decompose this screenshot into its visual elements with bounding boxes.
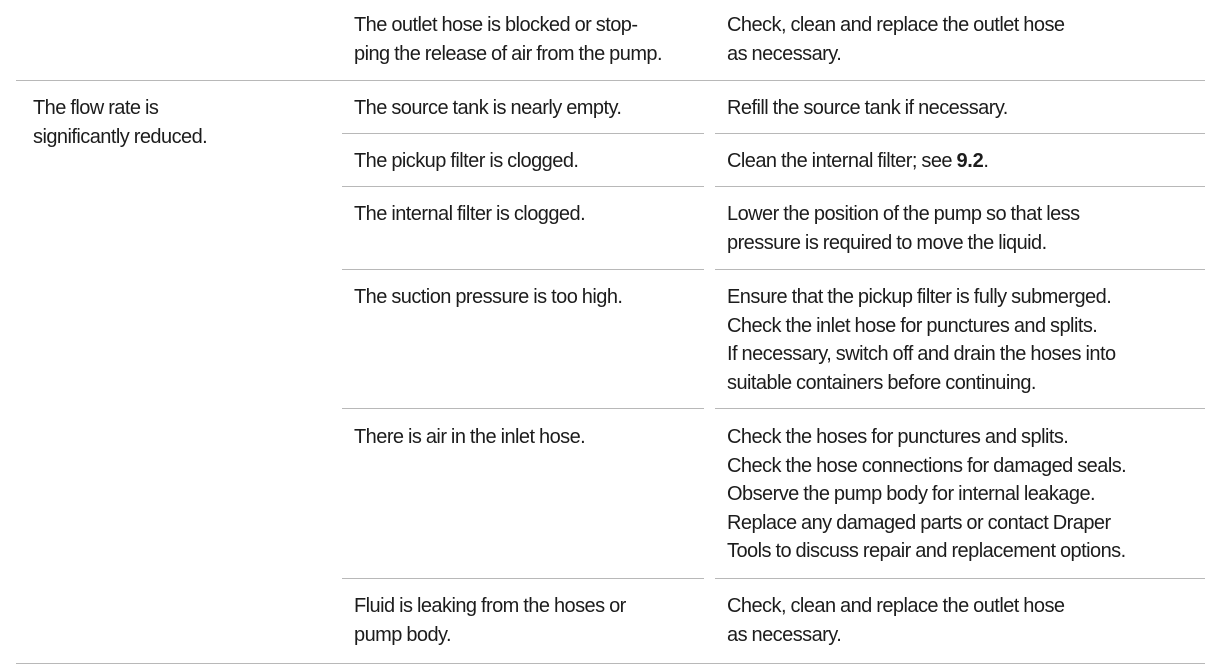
- cause-line: The outlet hose is blocked or stop-: [354, 14, 638, 36]
- table-row-solution: [727, 147, 988, 176]
- row-divider-solution: [715, 269, 1205, 270]
- solution-line: Ensure that the pickup filter is fully submerged.: [727, 286, 1112, 308]
- row-divider-cause: [342, 578, 704, 579]
- solution-line: Replace any damaged parts or contact Draper: [727, 511, 1111, 534]
- table-row-cause: [354, 423, 585, 452]
- row-divider-cause: [342, 186, 704, 187]
- table-row-cause: [354, 147, 578, 176]
- table-row-cause: [354, 200, 585, 229]
- table-row-solution: [727, 592, 1064, 649]
- row-divider-solution: [715, 578, 1205, 579]
- solution-line: pressure is required to move the liquid.: [727, 231, 1047, 254]
- row-divider-cause: [342, 269, 704, 270]
- solution-line: suitable containers before continuing.: [727, 371, 1036, 394]
- table-row-solution: [727, 283, 1116, 397]
- cause-line: The suction pressure is too high.: [354, 286, 623, 308]
- table-row-cause: [354, 283, 622, 312]
- cause-line: pump body.: [354, 623, 452, 646]
- solution-line: [727, 147, 988, 176]
- problem-cell: [33, 94, 207, 151]
- table-divider: [16, 80, 1205, 81]
- solution-line: Check, clean and replace the outlet hose: [727, 595, 1065, 617]
- cause-line: Fluid is leaking from the hoses or: [354, 595, 626, 617]
- cause-line: There is air in the inlet hose.: [354, 426, 586, 448]
- cause-line: The internal filter is clogged.: [354, 203, 586, 225]
- row-divider-solution: [715, 408, 1205, 409]
- solution-text: Clean the internal filter; see: [727, 150, 957, 172]
- solution-line: Check, clean and replace the outlet hose: [727, 14, 1065, 36]
- row-divider-solution: [715, 186, 1205, 187]
- row-divider-solution: [715, 133, 1205, 134]
- table-row-solution: [727, 200, 1080, 257]
- solution-line: as necessary.: [727, 42, 842, 65]
- section-reference: 9.2: [956, 150, 984, 172]
- table-row-cause: [354, 11, 662, 68]
- solution-line: Check the hoses for punctures and splits.: [727, 426, 1069, 448]
- solution-line: If necessary, switch off and drain the hoses into: [727, 343, 1116, 365]
- solution-line: Tools to discuss repair and replacement options.: [727, 540, 1126, 562]
- table-row-solution: [727, 11, 1064, 68]
- row-divider-cause: [342, 133, 704, 134]
- solution-line: as necessary.: [727, 623, 842, 646]
- table-row-solution: [727, 94, 1008, 123]
- cause-line: The source tank is nearly empty.: [354, 97, 622, 119]
- table-row-cause: [354, 94, 621, 123]
- solution-line: Observe the pump body for internal leakage.: [727, 483, 1096, 505]
- table-divider: [16, 663, 1205, 664]
- table-row-cause: [354, 592, 626, 649]
- row-divider-cause: [342, 408, 704, 409]
- cause-line: The pickup filter is clogged.: [354, 150, 579, 172]
- problem-line: significantly reduced.: [33, 125, 208, 148]
- problem-line: The flow rate is: [33, 97, 159, 119]
- table-row-solution: [727, 423, 1126, 566]
- solution-line: Refill the source tank if necessary.: [727, 97, 1008, 119]
- solution-line: Check the inlet hose for punctures and splits.: [727, 314, 1098, 337]
- solution-line: Lower the position of the pump so that less: [727, 203, 1080, 225]
- solution-text: .: [983, 150, 989, 172]
- solution-line: Check the hose connections for damaged seals.: [727, 454, 1127, 477]
- cause-line: ping the release of air from the pump.: [354, 42, 663, 65]
